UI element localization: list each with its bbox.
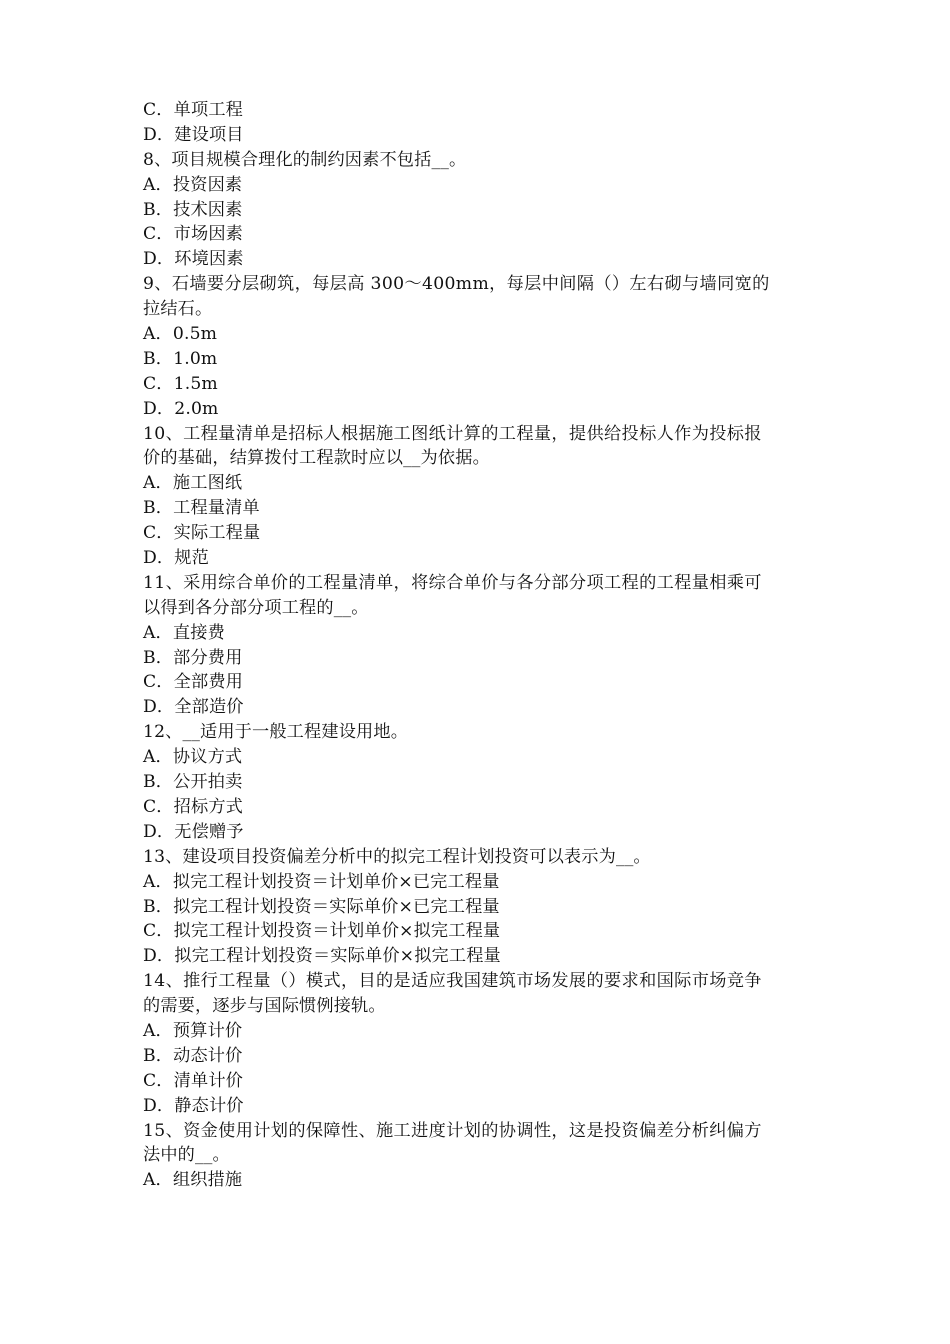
option-line: D．拟完工程计划投资＝实际单价×拟完工程量 (143, 946, 501, 967)
option-line: B．部分费用 (143, 647, 243, 668)
option-line: C．招标方式 (143, 796, 243, 817)
option-line: A．0.5m (143, 324, 218, 345)
option-line: A．组织措施 (143, 1170, 243, 1191)
question-line: 15、资金使用计划的保障性、施工进度计划的协调性，这是投资偏差分析纠偏方 (143, 1120, 762, 1141)
question-line: 14、推行工程量（）模式，目的是适应我国建筑市场发展的要求和国际市场竞争 (143, 971, 762, 992)
option-line: C．全部费用 (143, 672, 243, 693)
option-line: C．拟完工程计划投资＝计划单价×拟完工程量 (143, 921, 501, 942)
option-line: D．无偿赠予 (143, 821, 244, 842)
question-line: 11、采用综合单价的工程量清单，将综合单价与各分部分项工程的工程量相乘可 (143, 572, 762, 593)
question-line: 12、__适用于一般工程建设用地。 (143, 722, 409, 743)
option-line: A．直接费 (143, 622, 225, 643)
question-line: 8、项目规模合理化的制约因素不包括__。 (143, 149, 467, 170)
question-line: 10、工程量清单是招标人根据施工图纸计算的工程量，提供给投标人作为投标报 (143, 423, 762, 444)
option-line: C．清单计价 (143, 1070, 243, 1091)
question-line-continued: 的需要，逐步与国际惯例接轨。 (143, 996, 386, 1017)
option-line: A．施工图纸 (143, 473, 243, 494)
option-line: A．预算计价 (143, 1020, 243, 1041)
option-line: B．1.0m (143, 348, 218, 369)
option-line: B．动态计价 (143, 1045, 243, 1066)
option-line: B．技术因素 (143, 199, 243, 220)
option-line: D．2.0m (143, 398, 219, 419)
option-line: A．协议方式 (143, 747, 243, 768)
document-page (143, 98, 823, 1193)
option-line: B．拟完工程计划投资＝实际单价×已完工程量 (143, 896, 500, 917)
question-line: 13、建设项目投资偏差分析中的拟完工程计划投资可以表示为__。 (143, 846, 651, 867)
option-line: B．工程量清单 (143, 498, 260, 519)
option-line: C．实际工程量 (143, 523, 261, 544)
option-line: D．建设项目 (143, 124, 244, 145)
option-line: B．公开拍卖 (143, 772, 243, 793)
option-line: D．静态计价 (143, 1095, 244, 1116)
option-line: D．全部造价 (143, 697, 244, 718)
question-line-continued: 以得到各分部分项工程的__。 (143, 597, 369, 618)
option-line: A．拟完工程计划投资＝计划单价×已完工程量 (143, 871, 500, 892)
option-line: C．1.5m (143, 373, 218, 394)
question-line-continued: 拉结石。 (143, 299, 213, 320)
question-line-continued: 价的基础，结算拨付工程款时应以__为依据。 (143, 448, 490, 469)
option-line: C．单项工程 (143, 100, 243, 120)
option-line: D．规范 (143, 548, 209, 569)
question-line: 9、石墙要分层砌筑，每层高 300～400mm，每层中间隔（）左右砌与墙同宽的 (143, 274, 770, 295)
option-line: C．市场因素 (143, 224, 243, 245)
option-line: D．环境因素 (143, 249, 244, 270)
option-line: A．投资因素 (143, 174, 243, 195)
question-line-continued: 法中的__。 (143, 1145, 230, 1166)
question-text-body (143, 98, 823, 1193)
